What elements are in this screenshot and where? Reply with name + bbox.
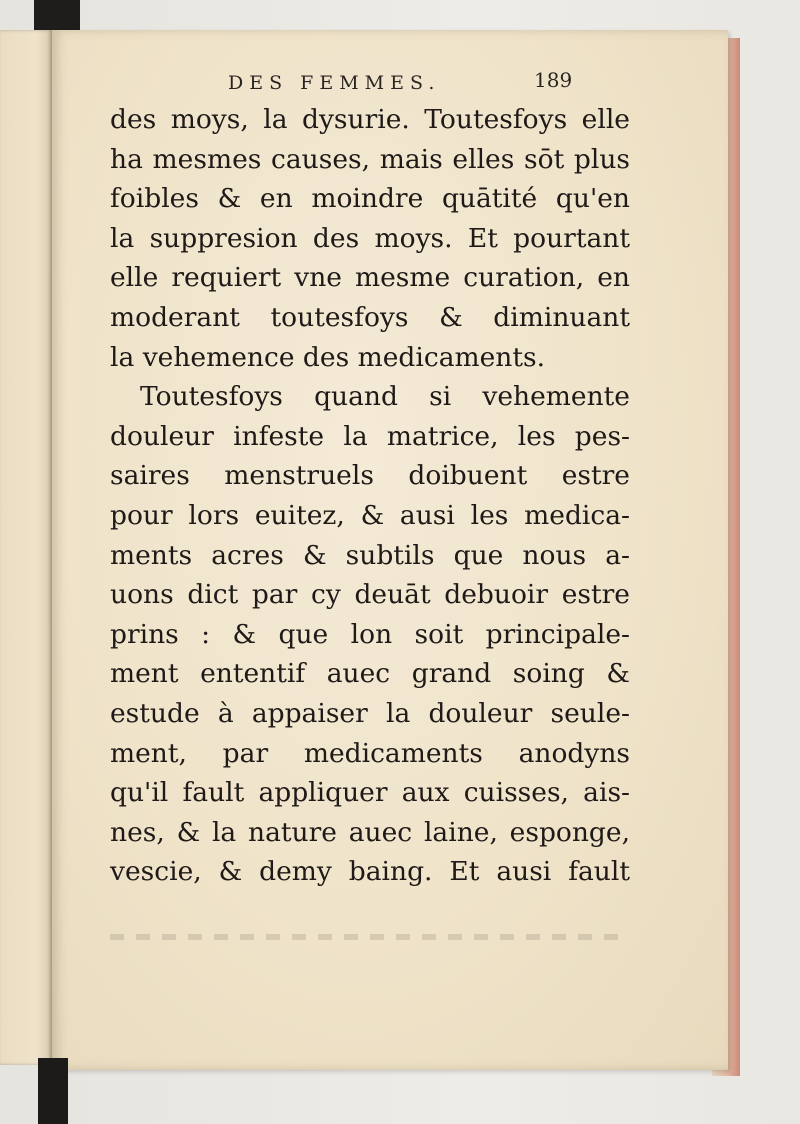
running-head: DES FEMMES. [228,72,441,94]
text-line: la suppresion des moys. Et pourtant [110,222,630,254]
text-line: ment ententif auec grand soing & [110,658,630,690]
text-line: foibles & en moindre quātité qu'en [110,183,630,215]
text-line: ment, par medicaments anodyns [110,737,630,769]
ribbon-bookmark-top [34,0,80,30]
text-line: vescie, & demy baing. Et ausi fault [110,856,630,888]
text-line: pour lors euitez, & ausi les medica- [110,499,630,531]
text-line: elle requiert vne mesme curation, en [110,262,630,294]
text-line: estude à appaiser la douleur seule- [110,697,630,729]
text-line: qu'il fault appliquer aux cuisses, ais- [110,777,630,809]
text-line: Toutesfoys quand si vehemente [140,381,630,413]
text-line: ments acres & subtils que nous a- [110,539,630,571]
text-line: moderant toutesfoys & diminuant [110,301,630,333]
text-line: des moys, la dysurie. Toutesfoys elle [110,104,630,135]
text-line: nes, & la nature auec laine, esponge, [110,816,630,848]
ribbon-bookmark-bottom [38,1058,68,1124]
previous-page-edge [0,30,53,1065]
text-line: prins : & que lon soit principale- [110,618,630,650]
text-line: la vehemence des medicaments. [110,341,546,373]
text-line: uons dict par cy deuāt debuoir estre [110,579,630,611]
text-line: ha mesmes causes, mais elles sōt plus [110,143,630,175]
show-through-next-line [110,934,626,940]
text-line: douleur infeste la matrice, les pes- [110,420,630,452]
page-number: 189 [534,68,573,92]
text-line: saires menstruels doibuent estre [110,460,630,492]
text-block [110,100,630,892]
book-page [52,30,728,1070]
